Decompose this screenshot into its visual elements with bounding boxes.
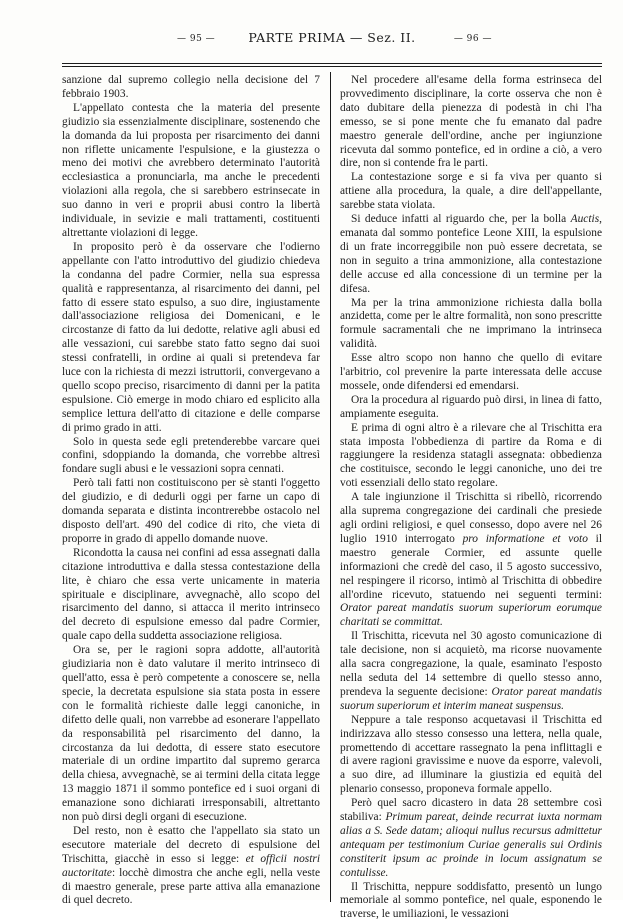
- latin-quote: Orator pareat mandatis suorum superiorum et interim maneat suspensus.: [340, 685, 602, 712]
- paragraph: Ma per la trina ammonizione richiesta dalla bolla anzidetta, come per le altre formalità, non sono prescritte formule sacramentali che ne imprimano la intrinseca validità.: [340, 296, 602, 351]
- paragraph: Esse altro scopo non hanno che quello di evitare l'arbitrio, col prevenire la parte interessata delle accuse mossele, onde difendersi ed emendarsi.: [340, 352, 602, 392]
- paragraph: [340, 491, 602, 630]
- bull-name: Auctis: [570, 213, 600, 226]
- text-run: Si deduce infatti al riguardo che, per la bolla: [351, 213, 571, 226]
- text-run: il maestro generale Cormier, ed assunte quelle informazioni che credè del caso, il 5 agosto successivo, nel respingere il ricorso, intimò al Trischitta di obbedire all'ordine ricevuto, statuendo nei seguenti termini:: [340, 532, 602, 601]
- paragraph: Ora la procedura al riguardo può dirsi, in linea di fatto, ampiamente eseguita.: [340, 393, 602, 420]
- text-run: : locchè dimostra che anche egli, nella veste di maestro generale, prese parte attiva alla emanazione di quel decreto.: [62, 866, 320, 907]
- section-title: PARTE PRIMA — Sez. II.: [248, 30, 416, 45]
- paragraph: [340, 213, 602, 296]
- paragraph: Il Trischitta, neppure soddisfatto, presentò un lungo memoriale al sommo pontefice, nel quale, esponendo le traverse, le umiliazioni, le vessazioni: [340, 880, 602, 921]
- paragraph: Però tali fatti non costituiscono per sè stanti l'oggetto del giudizio, e di dedurli oggi per farne un capo di domanda separata e distinta incontrerebbe ostacolo nel disposto dell'art. 490 del codice di rito, che vieta di proporre in grado di appello domande nuove.: [62, 477, 320, 545]
- paragraph: Neppure a tale responso acquetavasi il Trischitta ed indirizzava allo stesso consesso una lettera, nella quale, promettendo di accettare rassegnato la pena inflittagli e di avere ragioni gravissime e nuove da esporre, valevoli, a suo dire, ad illuminare la giustizia ed equità del plenario consesso, proponeva formale appello.: [340, 713, 602, 796]
- column-divider: [330, 72, 331, 902]
- page-number-left: — 95 —: [177, 34, 216, 44]
- page-number-right: — 96 —: [453, 34, 492, 44]
- header-rule-thin: [62, 66, 602, 67]
- paragraph: Ora se, per le ragioni sopra addotte, all'autorità giudiziaria non è dato valutare il merito intrinseco di quell'atto, essa è però competente a conoscere se, nella specie, la decretata espulsione sia stata posta in essere con le formalità richieste dalle leggi canoniche, in difetto delle quali, non varrebbe ad esonerare l'appellato da responsabilità pel risarcimento del danno, la circostanza da lui dedotta, di essere stato esecutore materiale di un ordine impartito dal supremo gerarca della chiesa, avvegnachè, se ai termini della citata legge 13 maggio 1871 il sommo pontefice ed i suoi organi di emanazione sono dichiarati irresponsabili, altrettanto non può dirsi degli organi di esecuzione.: [62, 644, 320, 824]
- text-run: , emanata dal sommo pontefice Leone XIII, la espulsione di un frate incorreggibile non può essere decretata, se non in seguito a trina ammonizione, alla contestazione delle accuse ed alla concessione di un termine per la difesa.: [340, 213, 602, 295]
- paragraph: [340, 630, 602, 713]
- paragraph: Solo in questa sede egli pretenderebbe varcare quei confini, sdoppiando la domanda, che vorrebbe altresì fondare sugli abusi e le vessazioni sopra cennati.: [62, 435, 320, 476]
- paragraph: E prima di ogni altro è a rilevare che al Trischitta era stata imposta l'obbedienza di partire da Roma e di raggiungere la residenza statagli assegnata: obbedienza che costituisce, secondo le leggi canoniche, uno dei tre voti essenziali dello stato regolare.: [340, 421, 602, 490]
- latin-quote: et officii nostri auctoritate: [62, 852, 320, 879]
- paragraph: La contestazione sorge e si fa viva per quanto si attiene alla procedura, la quale, a dire dell'appellante, sarebbe stata violata.: [340, 171, 602, 212]
- paragraph: Nel procedere all'esame della forma estrinseca del provvedimento disciplinare, la corte osserva che non è dato dubitare della pienezza di podestà in chi l'ha emesso, se si pone mente che fu emanato dal padre maestro generale dell'ordine, anche per ingiunzione ricevuta dal sommo pontefice, ed in ordine a ciò, a vero dire, non si contende fra le parti.: [340, 74, 602, 170]
- paragraph: L'appellato contesta che la materia del presente giudizio sia essenzialmente disciplinare, sostenendo che la domanda da lui proposta per risarcimento dei danni non riflette unicamente l'espulsione, e la giustezza o meno dei motivi che avrebbero determinato l'autorità ecclesiastica a pronunciarla, ma anche le precedenti violazioni alla regola, che si sarebbero estrinsecate in suo danno in veri e proprii abusi contro la libertà individuale, in sevizie e mali trattamenti, costituenti altrettante violazioni di legge.: [62, 101, 320, 239]
- text-run: A tale ingiunzione il Trischitta si ribellò, ricorrendo alla suprema congregazione dei cardinali che presiede agli ordini religiosi, e quel consesso, dopo avere nel 26 luglio 1910 interrogato: [340, 491, 602, 545]
- left-column: [62, 74, 320, 908]
- header-rule-thick: [62, 63, 602, 64]
- paragraph: [62, 825, 320, 908]
- text-run: Però quel sacro dicastero in data 28 settembre così stabiliva:: [340, 797, 602, 824]
- text-run: Del resto, non è esatto che l'appellato sia stato un esecutore materiale del decreto di espulsione del Trischitta, giacchè in esso si legge:: [62, 824, 320, 865]
- latin-quote: pro informatione et voto: [462, 532, 588, 545]
- text-run: Il Trischitta, ricevuta nel 30 agosto comunicazione di tale decisione, non si acquietò, ma ricorse nuovamente alla sacra congregazione, la quale, esaminato l'esposto nella seduta del 14 settembre di quello stesso anno, prendeva la seguente decisione:: [340, 630, 602, 698]
- running-header: [62, 30, 602, 50]
- paragraph: In proposito però è da osservare che l'odierno appellante con l'atto introduttivo del giudizio chiedeva la condanna del padre Cormier, nella sua espressa qualità e rappresentanza, al risarcimento dei danni, pel fatto di essere stato espulso, a suo dire, ingiustamente dall'associazione religiosa dei Domenicani, e le circostanze di fatto da lui dedotte, relative agli abusi ed alle vessazioni, cui sarebbe stato fatto segno dai suoi stessi confratelli, in ordine ai quali si pretendeva far luce con la richiesta di mezzi istruttorii, convergevano a quello scopo preciso, risarcimento di danni per la patita espulsione. Ciò emerge in modo chiaro ed esplicito alla semplice lettura dell'atto di citazione e delle comparse di primo grado in atti.: [62, 240, 320, 434]
- latin-quote: Orator pareat mandatis suorum superiorum eorumque charitati se committat.: [340, 602, 602, 629]
- right-column: [340, 74, 602, 922]
- paragraph: sanzione dal supremo collegio nella decisione del 7 febbraio 1903.: [62, 74, 320, 100]
- latin-quote: Primum pareat, deinde recurrat iuxta normam alias a S. Sede datam; alioqui nullus recursus admittetur antequam per testimonium Curiae generalis sui Ordinis constiterit ipsum ac proinde in locum assignatum se contulisse.: [340, 811, 602, 879]
- paragraph: Ricondotta la causa nei confini ad essa assegnati dalla citazione introduttiva e dalla stessa contestazione della lite, è chiaro che essa verte unicamente in materia spirituale e disciplinare, avvegnachè, allo scopo del risarcimento del danno, si attacca il merito intrinseco del decreto di espulsione emesso dal padre Cormier, quale capo della suddetta associazione religiosa.: [62, 546, 320, 643]
- paragraph: [340, 797, 602, 880]
